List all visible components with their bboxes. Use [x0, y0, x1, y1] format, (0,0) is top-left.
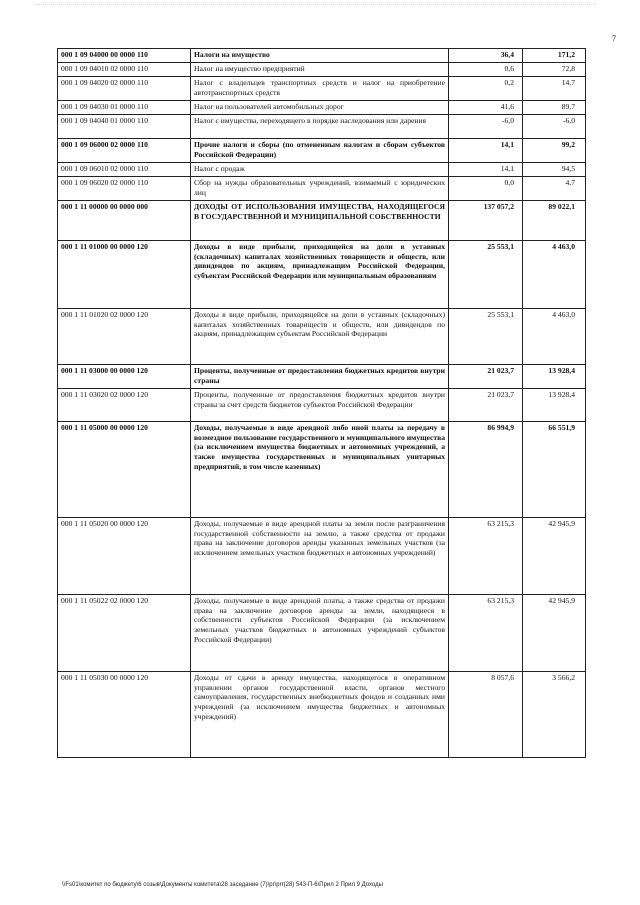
- row-value-2015: 42 945,9: [523, 518, 586, 595]
- row-value-2014: 0,2: [449, 77, 523, 101]
- row-name: Налог на имущество предприятий: [191, 63, 449, 77]
- table-row: [58, 389, 586, 422]
- row-code: 000 1 09 04040 01 0000 110: [58, 115, 191, 139]
- row-value-2014: 137 057,2: [449, 201, 523, 241]
- row-value-2015: 42 945,9: [523, 595, 586, 672]
- row-code: 000 1 11 05030 00 0000 120: [58, 672, 191, 758]
- row-name: Проценты, полученные от предоставления бюджетных кредитов внутри страны за счет средств бюджетов субъектов Российской Федерации: [191, 389, 449, 422]
- row-name: ДОХОДЫ ОТ ИСПОЛЬЗОВАНИЯ ИМУЩЕСТВА, НАХОДЯЩЕГОСЯ В ГОСУДАРСТВЕННОЙ И МУНИЦИПАЛЬНОЙ СОБСТВЕННОСТИ: [191, 201, 449, 241]
- row-value-2014: 63 215,3: [449, 595, 523, 672]
- table-row: [58, 518, 586, 595]
- row-value-2014: 0,6: [449, 63, 523, 77]
- row-value-2014: 41,6: [449, 101, 523, 115]
- row-code: 000 1 09 06000 02 0000 110: [58, 139, 191, 163]
- page-number: 7: [612, 34, 616, 43]
- table-row: [58, 63, 586, 77]
- row-code: 000 1 11 03020 02 0000 120: [58, 389, 191, 422]
- row-code: 000 1 09 04000 00 0000 110: [58, 49, 191, 63]
- row-value-2014: 63 215,3: [449, 518, 523, 595]
- table-row: [58, 309, 586, 365]
- row-value-2014: -6,0: [449, 115, 523, 139]
- row-value-2015: 4,7: [523, 177, 586, 201]
- row-value-2015: 66 551,9: [523, 422, 586, 518]
- row-name: Сбор на нужды образовательных учреждений, взимаемый с юридических лиц: [191, 177, 449, 201]
- row-name: Налог с продаж: [191, 163, 449, 177]
- row-code: 000 1 09 04010 02 0000 110: [58, 63, 191, 77]
- table-row: [58, 177, 586, 201]
- row-value-2014: 25 553,1: [449, 241, 523, 309]
- row-name: Доходы в виде прибыли, приходящейся на доли в уставных (складочных) капиталах хозяйственных товариществ и обществ, или дивидендов по акциям, принадлежащим Российской Федерации, субъектам Российской Федерации или муниципальным образованиям: [191, 241, 449, 309]
- row-value-2014: 0,0: [449, 177, 523, 201]
- row-code: 000 1 11 01020 02 0000 120: [58, 309, 191, 365]
- row-code: 000 1 09 06010 02 0000 110: [58, 163, 191, 177]
- table-row: [58, 422, 586, 518]
- row-value-2015: 99,2: [523, 139, 586, 163]
- row-value-2015: 14,7: [523, 77, 586, 101]
- table-row: [58, 115, 586, 139]
- row-value-2015: 3 566,2: [523, 672, 586, 758]
- table-row: [58, 49, 586, 63]
- row-value-2015: 89,7: [523, 101, 586, 115]
- table-row: [58, 163, 586, 177]
- row-code: 000 1 11 05022 02 0000 120: [58, 595, 191, 672]
- scan-header-artifact: [36, 4, 596, 7]
- row-code: 000 1 11 05000 00 0000 120: [58, 422, 191, 518]
- row-name: Доходы, получаемые в виде арендной платы, а также средства от продажи права на заключение договоров аренды за земли, находящиеся в собственности субъектов Российской Федерации (за исключением земельных участков бюджетных и автономных учреждений субъектов Российской Федерации): [191, 595, 449, 672]
- row-name: Прочие налоги и сборы (по отмененным налогам и сборам субъектов Российской Федерации): [191, 139, 449, 163]
- row-value-2015: 89 022,1: [523, 201, 586, 241]
- row-code: 000 1 11 03000 00 0000 120: [58, 365, 191, 389]
- row-name: Доходы от сдачи в аренду имущества, находящегося в оперативном управлении органов государственной власти, органов местного самоуправления, государственных внебюджетных фондов и созданных ими учреждений (за исключением имущества бюджетных и автономных учреждений): [191, 672, 449, 758]
- row-code: 000 1 11 01000 00 0000 120: [58, 241, 191, 309]
- row-value-2014: 86 994,9: [449, 422, 523, 518]
- row-code: 000 1 09 04030 01 0000 110: [58, 101, 191, 115]
- row-name: Налоги на имущество: [191, 49, 449, 63]
- row-value-2014: 21 023,7: [449, 389, 523, 422]
- table-row: [58, 101, 586, 115]
- row-value-2014: 8 057,6: [449, 672, 523, 758]
- row-value-2014: 36,4: [449, 49, 523, 63]
- row-code: 000 1 11 05020 00 0000 120: [58, 518, 191, 595]
- row-value-2015: 72,8: [523, 63, 586, 77]
- row-value-2015: 13 928,4: [523, 365, 586, 389]
- row-value-2015: 13 928,4: [523, 389, 586, 422]
- row-name: Доходы, получаемые в виде арендной либо иной платы за передачу в возмездное пользование государственного и муниципального имущества (за исключением имущества бюджетных и автономных учреждений, а также имущества государственных и муниципальных унитарных предприятий, в том числе казенных): [191, 422, 449, 518]
- row-code: 000 1 11 00000 00 0000 000: [58, 201, 191, 241]
- row-value-2014: 14,1: [449, 139, 523, 163]
- row-name: Доходы, получаемые в виде арендной платы за земли после разграничения государственной собственности на землю, а также средства от продажи права на заключение договоров аренды указанных земельных участков (за исключением земельных участков бюджетных и автономных учреждений): [191, 518, 449, 595]
- row-value-2014: 25 553,1: [449, 309, 523, 365]
- row-name: Налог на пользователей автомобильных дорог: [191, 101, 449, 115]
- table-row: [58, 201, 586, 241]
- row-name: Проценты, полученные от предоставления бюджетных кредитов внутри страны: [191, 365, 449, 389]
- row-value-2014: 14,1: [449, 163, 523, 177]
- row-name: Доходы в виде прибыли, приходящейся на доли в уставных (складочных) капиталах хозяйственных товариществ и обществ, или дивидендов по акциям, принадлежащим субъектам Российской Федерации: [191, 309, 449, 365]
- table-row: [58, 139, 586, 163]
- row-code: 000 1 09 06020 02 0000 110: [58, 177, 191, 201]
- revenue-table: [57, 48, 586, 758]
- row-name: Налог с владельцев транспортных средств и налог на приобретение автотранспортных средств: [191, 77, 449, 101]
- row-value-2015: 4 463,0: [523, 241, 586, 309]
- table-row: [58, 365, 586, 389]
- row-value-2015: 4 463,0: [523, 309, 586, 365]
- row-name: Налог с имущества, переходящего в порядке наследования или дарения: [191, 115, 449, 139]
- row-value-2015: -6,0: [523, 115, 586, 139]
- table-row: [58, 241, 586, 309]
- file-path-footer: \\Fs01\комитет по бюджету\6 созыв\Документы комитета\28 заседание (7)\pr\prr(28) 543-П-6\Прил 2 Прил 9 Доходы: [62, 882, 383, 888]
- row-code: 000 1 09 04020 02 0000 110: [58, 77, 191, 101]
- row-value-2015: 94,5: [523, 163, 586, 177]
- row-value-2015: 171,2: [523, 49, 586, 63]
- table-row: [58, 595, 586, 672]
- table-row: [58, 672, 586, 758]
- row-value-2014: 21 023,7: [449, 365, 523, 389]
- table-row: [58, 77, 586, 101]
